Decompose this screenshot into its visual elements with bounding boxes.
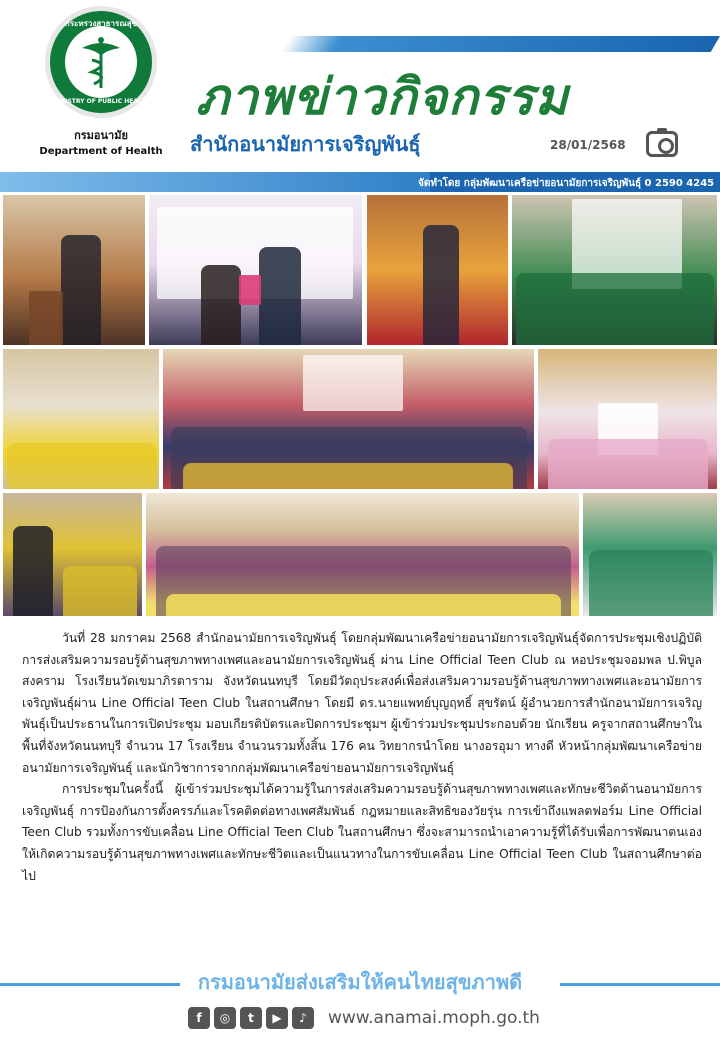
photo-all-participants: [145, 492, 580, 617]
header: [0, 0, 720, 190]
photo-speaker-microphone: [366, 194, 509, 346]
photo-presenters-board: [537, 348, 718, 490]
photo-certificate-handover: [148, 194, 363, 346]
photo-students-seated-floor: [2, 348, 160, 490]
logo-text-bottom: MINISTRY OF PUBLIC HEALTH: [52, 98, 150, 105]
page-subtitle: สำนักอนามัยการเจริญพันธุ์: [190, 132, 421, 156]
dept-name-en: Department of Health: [39, 146, 163, 157]
footer-slogan: [0, 966, 720, 1000]
photo-group-stage: [162, 348, 535, 490]
tiktok-icon[interactable]: ♪: [292, 1007, 314, 1029]
credit-band-accent: [0, 172, 430, 192]
ministry-logo: [36, 6, 166, 156]
website-url[interactable]: www.anamai.moph.go.th: [328, 1008, 540, 1028]
credit-text: จัดทำโดย กลุ่มพัฒนาเครือข่ายอนามัยการเจริญพันธุ์ 0 2590 4245: [418, 178, 715, 189]
moph-seal-icon: [45, 6, 157, 118]
social-links: [188, 1005, 540, 1031]
dept-name-th: กรมอนามัย: [74, 129, 128, 142]
camera-icon: [646, 131, 678, 157]
line-icon[interactable]: ◎: [214, 1007, 236, 1029]
slogan-line-right: [560, 983, 720, 986]
slogan-text: กรมอนามัยส่งเสริมให้คนไทยสุขภาพดี: [188, 966, 532, 998]
photo-students-activity: [582, 492, 718, 617]
news-date: 28/01/2568: [550, 138, 626, 152]
twitter-icon[interactable]: t: [240, 1007, 262, 1029]
article-body: [22, 628, 702, 887]
facebook-icon[interactable]: f: [188, 1007, 210, 1029]
page-title: ภาพข่าวกิจกรรม: [196, 68, 569, 126]
article-paragraph-2: การประชุมในครั้งนี้ ผู้เข้าร่วมประชุมได้ความรู้ในการส่งเสริมความรอบรู้ด้านสุขภาพทางเพศและทักษะชีวิตด้านอนามัยการเจริญพันธุ์ การป้องกันการตั้งครรภ์และโรคติดต่อทางเพศสัมพันธ์ กฎหมายและสิทธิของวัยรุ่น การเข้าถึงแพลตฟอร์ม Line Official Teen Club รวมทั้งการขับเคลื่อน Line Official Teen Club ในสถานศึกษา ซึ่งจะสามารถนำเอาความรู้ที่ได้รับเพื่อการพัฒนาตนเองให้เกิดความรอบรู้ด้านสุขภาพทางเพศและทักษะชีวิตและเป็นแนวทางในการขับเคลื่อน Line Official Teen Club ในสถานศึกษาต่อไป: [22, 782, 702, 883]
caduceus-icon: [76, 34, 126, 90]
slogan-line-left: [0, 983, 180, 986]
youtube-icon[interactable]: ▶: [266, 1007, 288, 1029]
photo-group-award: [511, 194, 718, 346]
decorative-stripe: [281, 36, 720, 52]
logo-text-top: กระทรวงสาธารณสุข: [64, 19, 138, 28]
photo-workshop-group: [2, 492, 143, 617]
photo-speaker-podium: [2, 194, 146, 346]
article-paragraph-1: วันที่ 28 มกราคม 2568 สำนักอนามัยการเจริญพันธุ์ โดยกลุ่มพัฒนาเครือข่ายอนามัยการเจริญพันธุ์จัดการประชุมเชิงปฏิบัติการส่งเสริมความรอบรู้ด้านสุขภาพทางเพศและอนามัยการเจริญพันธุ์ ผ่าน Line Official Teen Club ณ หอประชุมจอมพล ป.พิบูลสงคราม โรงเรียนวัดเขมาภิรตาราม จังหวัดนนทบุรี โดยมีวัตถุประสงค์เพื่อส่งเสริมความรอบรู้ด้านสุขภาพทางเพศและอนามัยการเจริญพันธุ์ผ่าน Line Official Teen Club ในสถานศึกษา โดยมี ดร.นายแพทย์บุญฤทธิ์ สุขรัตน์ ผู้อำนวยการสำนักอนามัยการเจริญพันธุ์เป็นประธานในการเปิดประชุม มอบเกียรติบัตรและปิดการประชุมฯ ผู้เข้าร่วมประชุมประกอบด้วย นักเรียน ครูจากสถานศึกษาในพื้นที่จังหวัดนนทบุรี จำนวน 17 โรงเรียน จำนวนรวมทั้งสิ้น 176 คน วิทยากรนำโดย นางอรอุมา ทางดี หัวหน้ากลุ่มพัฒนาเครือข่ายอนามัยการเจริญพันธุ์ และนักวิชาการจากกลุ่มพัฒนาเครือข่ายอนามัยการเจริญพันธุ์: [22, 631, 702, 775]
